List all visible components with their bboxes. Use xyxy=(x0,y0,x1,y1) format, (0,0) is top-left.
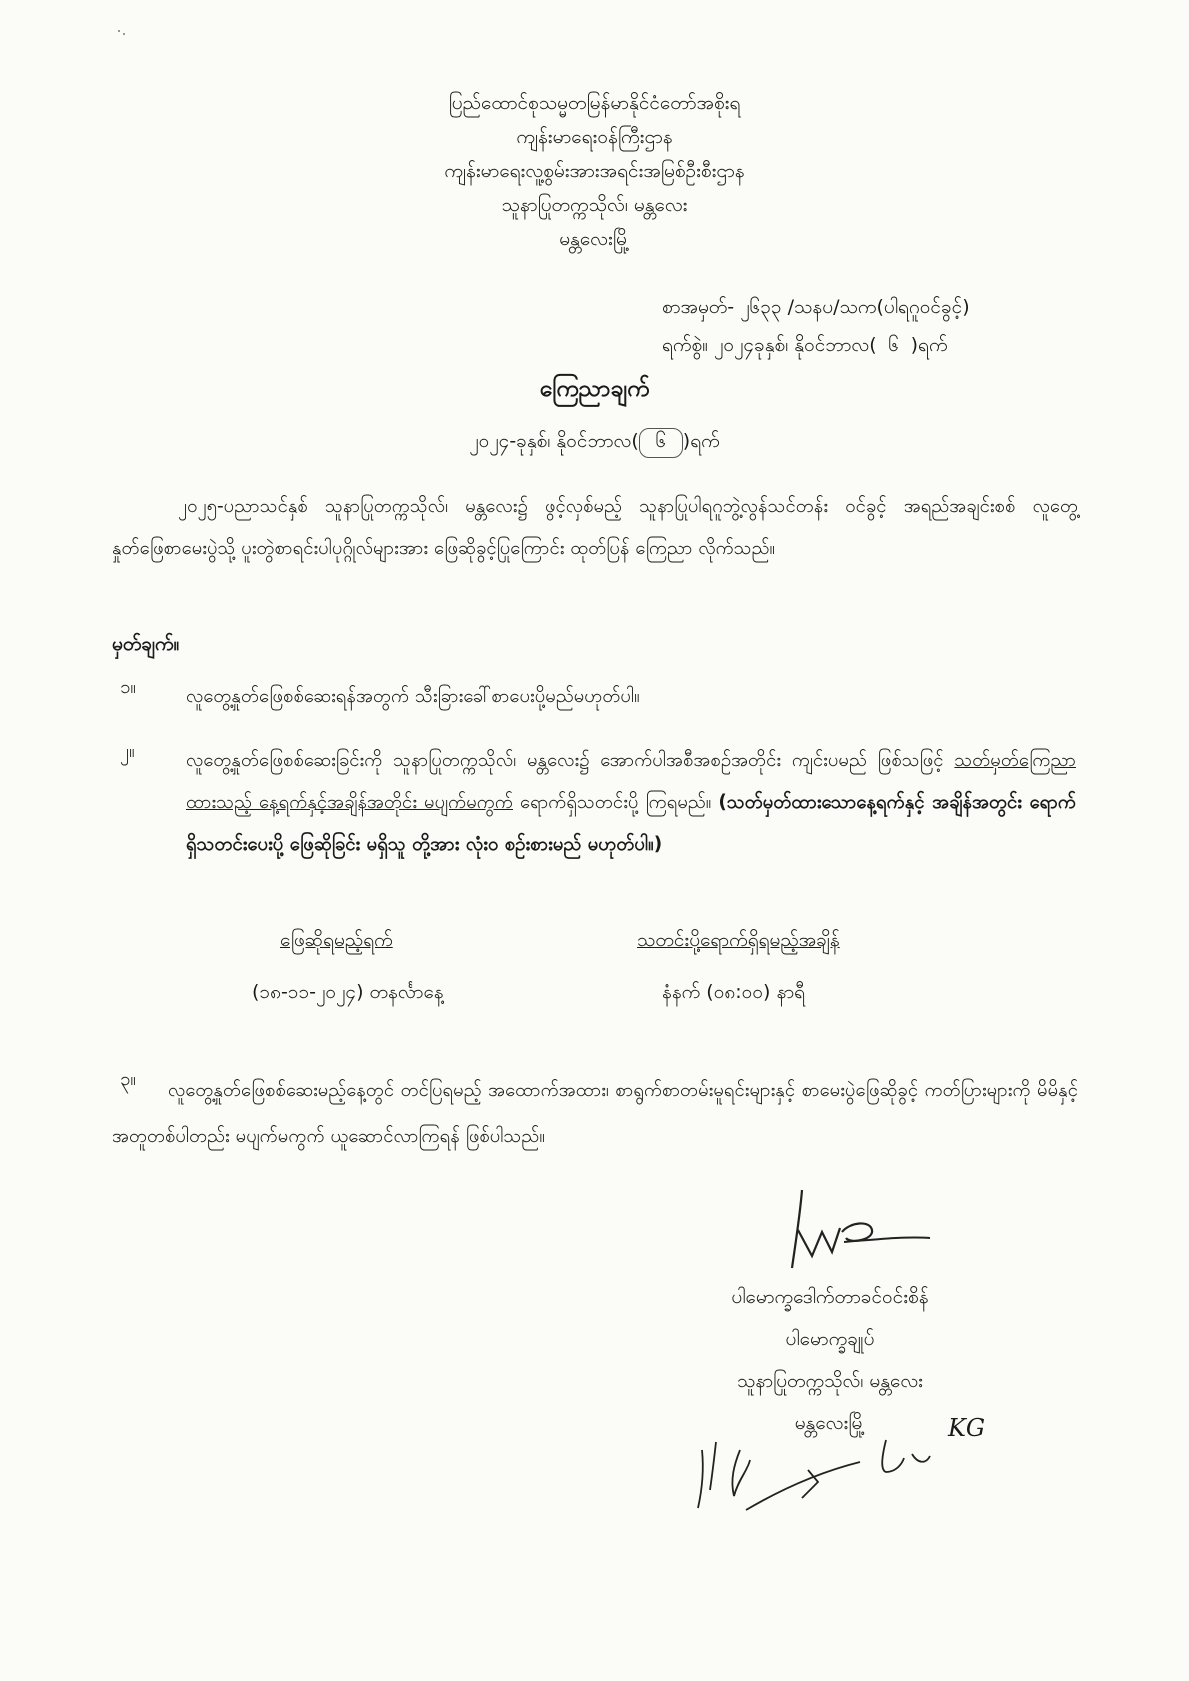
letterhead xyxy=(0,86,1189,256)
reference-date-day: ၆ xyxy=(888,334,899,356)
exam-date-header: ဖြေဆိုရမည့်ရက် xyxy=(280,929,393,951)
reference-date-label: ရက်စွဲ။ ၂၀၂၄ခုနှစ်၊ နိုဝင်ဘာလ( xyxy=(662,334,877,356)
notice-date xyxy=(0,428,1189,458)
reference-number-suffix: /သနပ/သက(ပါရဂူဝင်ခွင့်) xyxy=(787,296,970,318)
reference-number-label: စာအမှတ်- xyxy=(662,296,735,318)
letterhead-ministry: ကျန်းမာရေးဝန်ကြီးဌာန xyxy=(516,126,673,148)
letterhead-university: သူနာပြုတက္ကသိုလ်၊ မန္တလေး xyxy=(501,194,688,216)
note-item-2-emphasis: သတ်မှတ်ကြေညာထားသည့် နေ့ရက်နှင့်အချိန်အတိုင်း မပျက်မကွက် xyxy=(186,750,1076,813)
reference-number-value: ၂၆၃၃ xyxy=(740,296,782,318)
note-item-2-text-continued: ရောက်ရှိသတင်းပို့ ကြရမည်။ xyxy=(520,792,712,813)
letterhead-city: မန္တလေးမြို့ xyxy=(559,228,630,250)
item-number: ၂။ xyxy=(120,741,135,762)
reference-block xyxy=(662,288,970,364)
notice-date-label: ၂၀၂၄-ခုနှစ်၊ နိုဝင်ဘာလ( xyxy=(469,430,639,452)
note-item-2 xyxy=(186,740,1076,866)
note-item-3: လူတွေ့နှုတ်ဖြေစစ်ဆေးမည့်နေ့တွင် တင်ပြရမည့် အထောက်အထား၊ စာရွက်စာတမ်းမူရင်းများနှင့် စာမေးပွဲဖြေဆိုခွင့် ကတ်ပြားများကို မိမိနှင့်အတူတစ်ပါတည်း မပျက်မကွက် ယူဆောင်လာကြရန် ဖြစ်ပါသည်။ xyxy=(112,1080,1078,1147)
exam-date-value: (၁၈-၁၁-၂၀၂၄) တနင်္လာနေ့ xyxy=(252,981,444,1003)
paper-speck xyxy=(118,30,126,36)
item-number: ၁။ xyxy=(120,677,137,698)
signatory-name: ပါမောက္ခဒေါက်တာခင်ဝင်းစိန် xyxy=(731,1286,929,1308)
letterhead-department: ကျန်းမာရေးလူ့စွမ်းအားအရင်းအမြစ်ဦးစီးဌာန xyxy=(444,160,745,182)
notice-paragraph: ၂၀၂၅-ပညာသင်နှစ် သူနာပြုတက္ကသိုလ်၊ မန္တလေး၌ ဖွင့်လှစ်မည့် သူနာပြုပါရဂူဘွဲ့လွန်သင်တန်း ဝင်ခွင့် အရည်အချင်းစစ် လူတွေ့နှုတ်ဖြေစာမေးပွဲသို့ ပူးတွဲစာရင်းပါပုဂ္ဂိုလ်များအား ဖြေဆိုခွင့်ပြုကြောင်း ထုတ်ပြန် ကြေညာ လိုက်သည်။ xyxy=(112,496,1078,559)
signatory-institution: သူနာပြုတက္ကသိုလ်၊ မန္တလေး xyxy=(737,1370,923,1392)
signatory-city: မန္တလေးမြို့ xyxy=(794,1412,866,1434)
notice-date-day: ၆ xyxy=(639,428,683,458)
reference-number xyxy=(662,288,970,326)
signatory-title: ပါမောက္ခချုပ် xyxy=(785,1328,875,1350)
note-item-1: လူတွေ့နှုတ်ဖြေစစ်ဆေးရန်အတွက် သီးခြားခေါ်စာပေးပို့မည်မဟုတ်ပါ။ xyxy=(186,686,640,707)
notice-title: ကြေညာချက် xyxy=(539,376,650,402)
signature xyxy=(780,1180,940,1280)
notes-heading: မှတ်ချက်။ xyxy=(112,633,180,655)
item-number: ၃။ xyxy=(120,1069,137,1090)
reference-date-suffix: )ရက် xyxy=(910,334,948,356)
notice-date-suffix: )ရက် xyxy=(682,430,720,452)
letterhead-government: ပြည်ထောင်စုသမ္မတမြန်မာနိုင်ငံတော်အစိုးရ xyxy=(448,92,741,114)
note-item-2-warning: (သတ်မှတ်ထားသောနေ့ရက်နှင့် အချိန်အတွင်း ရောက်ရှိသတင်းပေးပို့ ဖြေဆိုခြင်း မရှိသူ တို့အား လုံးဝ စဉ်းစားမည် မဟုတ်ပါ။) xyxy=(186,792,1076,855)
initials-kg: KG xyxy=(948,1414,986,1442)
report-time-value: နံနက် (၀၈:၀၀) နာရီ xyxy=(662,981,806,1003)
report-time-header: သတင်းပို့ရောက်ရှိရမည့်အချိန် xyxy=(637,929,840,951)
note-item-2-text: လူတွေ့နှုတ်ဖြေစစ်ဆေးခြင်းကို သူနာပြုတက္ကသိုလ်၊ မန္တလေး၌ အောက်ပါအစီအစဉ်အတိုင်း ကျင်းပမည် ဖြစ်သဖြင့် xyxy=(186,750,944,771)
reference-date xyxy=(662,326,970,364)
